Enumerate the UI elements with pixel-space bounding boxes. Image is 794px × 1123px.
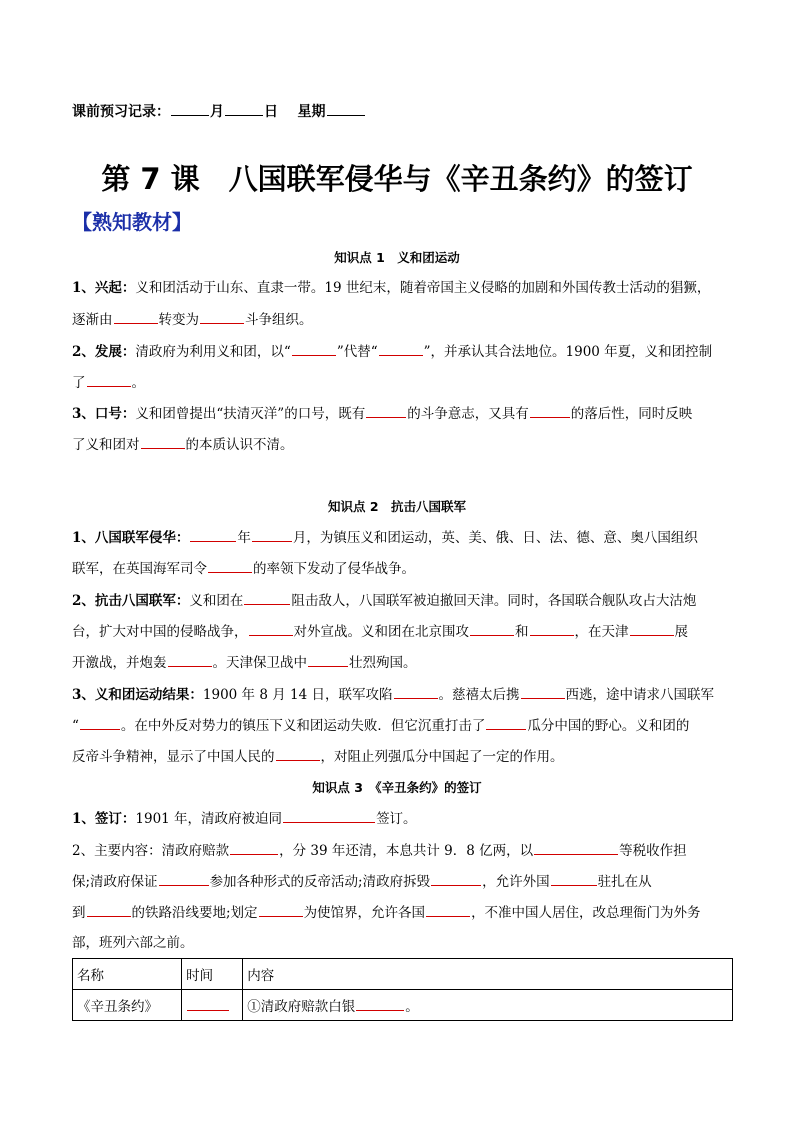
- blank[interactable]: [521, 684, 565, 699]
- time-blank[interactable]: [187, 996, 229, 1011]
- kp2-line-4: [72, 621, 732, 642]
- blank[interactable]: [114, 309, 158, 324]
- kp3-line-3: [72, 871, 732, 892]
- text: 。: [405, 999, 419, 1015]
- record-label: 课前预习记录：: [72, 104, 170, 120]
- kp1-line-6: [72, 434, 732, 455]
- blank[interactable]: [308, 652, 348, 667]
- table-row: [73, 990, 733, 1021]
- text: 的落后性，同时反映: [570, 406, 693, 422]
- text: 义和团在: [189, 593, 244, 609]
- kp3-heading: 知识点 3 《辛丑条约》的签订: [312, 780, 482, 795]
- text: 。: [131, 375, 145, 391]
- kp1-line-2: [72, 309, 732, 330]
- kp2-resist-label: 2、抗击八国联军：: [72, 593, 190, 609]
- treaty-table: [72, 958, 733, 1021]
- text: 转变为: [158, 312, 199, 328]
- text: ，允许外国: [482, 874, 550, 890]
- kp2-line-6: [72, 684, 732, 705]
- blank[interactable]: [159, 871, 209, 886]
- text: “: [72, 718, 79, 734]
- text: 反帝斗争精神，显示了中国人民的: [72, 749, 275, 765]
- kp1-line-3: [72, 341, 732, 362]
- kp3-line-4: [72, 902, 732, 923]
- blank[interactable]: [200, 309, 244, 324]
- text: 2、主要内容：清政府赔款: [72, 843, 230, 859]
- text: 阻击敌人，八国联军被迫撤回天津。同时，各国联合舰队攻占大沽炮: [291, 593, 697, 609]
- text: 斗争组织。: [245, 312, 313, 328]
- text: 等税收作担: [619, 843, 687, 859]
- blank[interactable]: [486, 715, 526, 730]
- text: 开激战，并炮轰: [72, 655, 167, 671]
- kp3-line-2: [72, 840, 732, 861]
- header-content: 内容: [243, 959, 733, 990]
- text: 清政府为利用义和团，以“: [135, 344, 291, 360]
- text: ，分 39 年还清，本息共计 9．8 亿两，以: [279, 843, 534, 859]
- kp2-line-8: [72, 746, 732, 767]
- kp3-line-1: [72, 808, 732, 829]
- text: 年: [237, 530, 251, 546]
- blank[interactable]: [244, 590, 290, 605]
- row-content: [243, 990, 733, 1021]
- text: 签订。: [376, 811, 417, 827]
- text: 。天津保卫战中: [212, 655, 307, 671]
- kp2-line-7: [72, 715, 732, 736]
- text: 参加各种形式的反帝活动;清政府拆毁: [209, 874, 431, 890]
- blank[interactable]: [230, 840, 278, 855]
- text: 的本质认识不清。: [185, 437, 294, 453]
- text: 了: [72, 375, 86, 391]
- month-label: 月: [210, 104, 224, 120]
- row-time: [182, 990, 243, 1021]
- blank[interactable]: [530, 403, 570, 418]
- blank[interactable]: [534, 840, 618, 855]
- weekday-label: 星期: [297, 104, 326, 120]
- blank[interactable]: [630, 621, 674, 636]
- text: 月，为镇压义和团运动，英、美、俄、日、法、德、意、奥八国组织: [292, 530, 698, 546]
- blank[interactable]: [168, 652, 212, 667]
- blank[interactable]: [87, 902, 131, 917]
- blank[interactable]: [249, 621, 293, 636]
- text: 逐渐由: [72, 312, 113, 328]
- kp3-line-5: [72, 933, 732, 953]
- header-time: 时间: [182, 959, 243, 990]
- text: 1900 年 8 月 14 日，联军攻陷: [202, 687, 393, 703]
- kp2-heading: 知识点 2 抗击八国联军: [327, 499, 467, 514]
- kp1-rise-text: 义和团活动于山东、直隶一带。19 世纪末，随着帝国主义侵略的加剧和外国传教士活动的猖獗，: [135, 280, 711, 296]
- text: ”代替“: [336, 344, 378, 360]
- text: 的铁路沿线要地;划定: [131, 905, 258, 921]
- text: 部，班列六部之前。: [72, 935, 194, 951]
- kp1-heading: 知识点 1 义和团运动: [334, 250, 460, 265]
- text: 为使馆界，允许各国: [303, 905, 426, 921]
- preview-record-line: [72, 101, 366, 121]
- text: ①清政府赔款白银: [247, 999, 356, 1015]
- blank[interactable]: [551, 871, 597, 886]
- blank[interactable]: [431, 871, 481, 886]
- day-blank[interactable]: [225, 101, 263, 116]
- text: 瓜分中国的野心。义和团的: [527, 718, 690, 734]
- kp1-rise-label: 1、兴起：: [72, 280, 136, 296]
- text: ，对阻止列强瓜分中国起了一定的作用。: [320, 749, 564, 765]
- month-blank[interactable]: [171, 101, 209, 116]
- kp1-develop-label: 2、发展：: [72, 344, 136, 360]
- header-name: 名称: [73, 959, 182, 990]
- blank[interactable]: [80, 715, 120, 730]
- blank[interactable]: [426, 902, 470, 917]
- kp2-line-2: [72, 558, 732, 579]
- kp1-line-5: [72, 403, 732, 424]
- kp1-line-1: [72, 278, 732, 298]
- blank[interactable]: [190, 527, 236, 542]
- blank[interactable]: [530, 621, 574, 636]
- kp2-invasion-label: 1、八国联军侵华：: [72, 530, 190, 546]
- blank[interactable]: [276, 746, 320, 761]
- text: 。在中外反对势力的镇压下义和团运动失败．但它沉重打击了: [120, 718, 486, 734]
- text: 保;清政府保证: [72, 874, 158, 890]
- blank[interactable]: [470, 621, 514, 636]
- text: 驻扎在从: [597, 874, 652, 890]
- text: 到: [72, 905, 86, 921]
- kp2-line-1: [72, 527, 732, 548]
- text: 台，扩大对中国的侵略战争，: [72, 624, 248, 640]
- kp3-sign-label: 1、签订：: [72, 811, 136, 827]
- row-name: 《辛丑条约》: [73, 990, 182, 1021]
- text: 。慈禧太后携: [438, 687, 520, 703]
- day-label: 日: [264, 104, 278, 120]
- weekday-blank[interactable]: [327, 101, 365, 116]
- text: 的斗争意志，又具有: [407, 406, 529, 422]
- blank[interactable]: [379, 341, 423, 356]
- section-tag: 【熟知教材】: [72, 210, 192, 234]
- kp2-line-3: [72, 590, 732, 611]
- text: 1901 年，清政府被迫同: [135, 811, 283, 827]
- kp2-line-5: [72, 652, 732, 673]
- blank[interactable]: [356, 996, 404, 1011]
- table-header-row: [73, 959, 733, 990]
- text: 对外宣战。义和团在北京围攻: [293, 624, 469, 640]
- blank[interactable]: [259, 902, 303, 917]
- kp1-line-4: [72, 372, 732, 393]
- text: 和: [515, 624, 529, 640]
- text: 展: [674, 624, 688, 640]
- text: 壮烈殉国。: [349, 655, 417, 671]
- text: 联军，在英国海军司令: [72, 561, 207, 577]
- lesson-title: 第 7 课 八国联军侵华与《辛丑条约》的签订: [101, 162, 693, 196]
- text: ，在天津: [574, 624, 629, 640]
- text: 西逃，途中请求八国联军: [565, 687, 714, 703]
- text: 的率领下发动了侵华战争。: [253, 561, 415, 577]
- text: ，不准中国人居住，改总理衙门为外务: [471, 905, 701, 921]
- blank[interactable]: [283, 808, 375, 823]
- blank[interactable]: [366, 403, 406, 418]
- text: 义和团曾提出“扶清灭洋”的口号，既有: [135, 406, 366, 422]
- blank[interactable]: [87, 372, 131, 387]
- kp2-result-label: 3、义和团运动结果：: [72, 687, 203, 703]
- blank[interactable]: [208, 558, 252, 573]
- text: ”，并承认其合法地位。1900 年夏，义和团控制: [423, 344, 713, 360]
- blank[interactable]: [252, 527, 292, 542]
- blank[interactable]: [141, 434, 185, 449]
- text: 了义和团对: [72, 437, 140, 453]
- blank[interactable]: [292, 341, 336, 356]
- blank[interactable]: [394, 684, 438, 699]
- kp1-slogan-label: 3、口号：: [72, 406, 136, 422]
